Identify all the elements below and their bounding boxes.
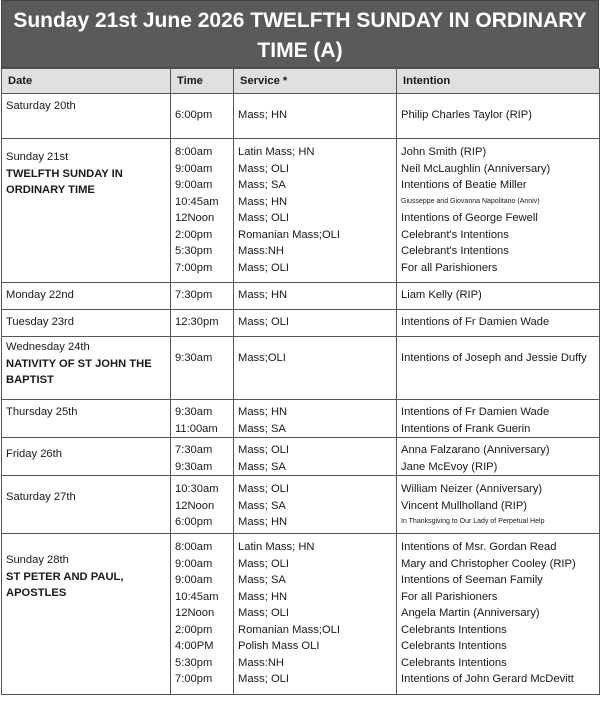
service-entry: Mass; SA (238, 422, 286, 435)
date-cell (2, 400, 171, 438)
service-entry: Polish Mass OLI (238, 640, 320, 652)
schedule-body (2, 94, 600, 695)
table-row (2, 94, 600, 139)
intention-entry: Anna Falzarano (Anniversary) (401, 444, 550, 456)
intention-cell (397, 337, 600, 400)
intention-entry: Intentions of Fr Damien Wade (401, 316, 550, 328)
service-cell (234, 139, 397, 283)
time-entry: 4:00PM (175, 640, 214, 652)
time-entry: 2:00pm (175, 623, 213, 636)
intention-entry: In Thanksgiving to Our Lady of Perpetual Help (401, 518, 545, 525)
intention-cell (397, 438, 600, 476)
intention-entry: Celebrant's Intentions (401, 245, 509, 257)
service-cell (234, 94, 397, 139)
feast-label: TWELFTH SUNDAY IN ORDINARY TIME (6, 167, 123, 196)
date-cell (2, 534, 171, 695)
service-entry: Latin Mass; HN (238, 541, 315, 553)
table-row (2, 400, 600, 438)
table-row (2, 283, 600, 310)
time-entry: 5:30pm (175, 245, 213, 257)
table-row (2, 534, 600, 695)
page-title: Sunday 21st June 2026 TWELFTH SUNDAY IN ORDINARY TIME (A) (1, 0, 599, 68)
time-entry: 10:30am (175, 483, 219, 495)
time-entry: 8:00am (175, 541, 213, 553)
header-time: Time (171, 69, 234, 94)
time-entry: 10:45am (175, 195, 219, 208)
service-cell (234, 534, 397, 695)
time-entry: 9:30am (175, 460, 213, 473)
service-cell (234, 283, 397, 310)
table-row (2, 476, 600, 534)
service-cell (234, 400, 397, 438)
intention-cell (397, 476, 600, 534)
service-entry: Mass; OLI (238, 261, 289, 274)
service-entry: Mass; OLI (238, 557, 289, 570)
date-label: Wednesday 24th (6, 341, 90, 353)
date-cell (2, 310, 171, 337)
time-entry: 5:30pm (175, 656, 213, 669)
time-entry: 8:00am (175, 146, 213, 158)
service-entry: Mass; SA (238, 499, 286, 512)
service-entry: Mass; OLI (238, 162, 289, 175)
time-cell (171, 283, 234, 310)
time-cell (171, 94, 234, 139)
intention-entry: Mary and Christopher Cooley (RIP) (401, 557, 576, 570)
service-entry: Mass; SA (238, 574, 286, 586)
date-label: Sunday 28th (6, 554, 69, 566)
service-entry: Mass; OLI (238, 673, 289, 685)
intention-cell (397, 534, 600, 695)
date-cell (2, 139, 171, 283)
date-label: Saturday 20th (6, 100, 76, 112)
service-cell (234, 310, 397, 337)
intention-entry: Celebrants Intentions (401, 623, 507, 636)
time-entry: 7:30am (175, 444, 213, 456)
intention-entry: Celebrant's Intentions (401, 228, 509, 241)
time-entry: 9:00am (175, 574, 213, 586)
intention-entry: Celebrants Intentions (401, 656, 507, 669)
header-service: Service * (234, 69, 397, 94)
date-cell (2, 476, 171, 534)
intention-entry: Neil McLaughlin (Anniversary) (401, 162, 551, 175)
intention-entry: Angela Martin (Anniversary) (401, 607, 540, 619)
schedule-sheet (1, 0, 599, 695)
feast-label: NATIVITY OF ST JOHN THE BAPTIST (6, 357, 152, 386)
service-entry: Mass:NH (238, 656, 284, 669)
time-entry: 12Noon (175, 212, 215, 224)
time-cell (171, 534, 234, 695)
date-label: Sunday 21st (6, 151, 69, 163)
time-entry: 10:45am (175, 590, 219, 603)
time-entry: 9:30am (175, 352, 213, 364)
table-header-row (2, 69, 600, 94)
service-entry: Mass; HN (238, 516, 288, 528)
time-entry: 6:00pm (175, 516, 213, 528)
service-entry: Mass; HN (238, 406, 288, 418)
time-entry: 7:00pm (175, 673, 213, 685)
service-entry: Romanian Mass;OLI (238, 228, 340, 241)
time-cell (171, 476, 234, 534)
date-label: Thursday 25th (6, 406, 78, 418)
time-entry: 9:00am (175, 162, 213, 175)
service-entry: Latin Mass; HN (238, 146, 315, 158)
service-entry: Mass; HN (238, 289, 288, 301)
time-entry: 12:30pm (175, 316, 219, 328)
date-cell (2, 94, 171, 139)
service-cell (234, 337, 397, 400)
time-entry: 9:30am (175, 406, 213, 418)
intention-entry: Philip Charles Taylor (RIP) (401, 109, 532, 121)
intention-entry: For all Parishioners (401, 590, 498, 603)
intention-entry: William Neizer (Anniversary) (401, 483, 543, 495)
time-entry: 11:00am (175, 422, 218, 435)
feast-label: ST PETER AND PAUL, APOSTLES (6, 570, 124, 599)
mass-schedule-table (1, 68, 600, 695)
time-entry: 12Noon (175, 499, 215, 512)
intention-entry: Intentions of Seeman Family (401, 574, 543, 586)
date-cell (2, 438, 171, 476)
date-label: Friday 26th (6, 448, 62, 460)
intention-entry: John Smith (RIP) (401, 146, 487, 158)
header-date: Date (2, 69, 171, 94)
time-entry: 6:00pm (175, 109, 213, 121)
intention-entry: Intentions of Beatie Miller (401, 179, 527, 191)
intention-entry: Jane McEvoy (RIP) (401, 460, 498, 473)
time-entry: 2:00pm (175, 228, 213, 241)
intention-entry: Intentions of John Gerard McDevitt (401, 673, 574, 685)
intention-entry: Liam Kelly (RIP) (401, 289, 482, 301)
service-entry: Mass; SA (238, 460, 286, 473)
service-entry: Mass:NH (238, 245, 284, 257)
service-entry: Mass;OLI (238, 352, 286, 364)
date-label: Tuesday 23rd (6, 316, 74, 328)
time-entry: 7:30pm (175, 289, 213, 301)
time-cell (171, 310, 234, 337)
service-entry: Mass; OLI (238, 316, 289, 328)
time-cell (171, 139, 234, 283)
service-cell (234, 476, 397, 534)
service-entry: Mass; HN (238, 109, 288, 121)
service-entry: Mass; HN (238, 195, 288, 208)
intention-cell (397, 283, 600, 310)
intention-entry: Intentions of Frank Guerin (401, 422, 531, 435)
intention-entry: Intentions of Joseph and Jessie Duffy (401, 352, 587, 364)
service-cell (234, 438, 397, 476)
intention-entry: Intentions of Msr. Gordan Read (401, 541, 557, 553)
time-entry: 7:00pm (175, 261, 213, 274)
date-cell (2, 283, 171, 310)
intention-cell (397, 400, 600, 438)
date-label: Saturday 27th (6, 491, 76, 503)
time-entry: 12Noon (175, 607, 215, 619)
time-entry: 9:00am (175, 557, 213, 570)
service-entry: Mass; OLI (238, 607, 289, 619)
intention-entry: Giusseppe and Giovanna Napolitano (Anniv) (401, 197, 540, 205)
date-cell (2, 337, 171, 400)
service-entry: Mass; OLI (238, 483, 289, 495)
service-entry: Mass; SA (238, 179, 286, 191)
intention-cell (397, 310, 600, 337)
table-row (2, 438, 600, 476)
intention-entry: For all Parishioners (401, 261, 498, 274)
time-cell (171, 400, 234, 438)
service-entry: Mass; OLI (238, 444, 289, 456)
date-label: Monday 22nd (6, 289, 74, 301)
time-entry: 9:00am (175, 179, 213, 191)
time-cell (171, 438, 234, 476)
service-entry: Mass; OLI (238, 212, 289, 224)
intention-cell (397, 94, 600, 139)
service-entry: Romanian Mass;OLI (238, 623, 340, 636)
table-row (2, 337, 600, 400)
intention-cell (397, 139, 600, 283)
time-cell (171, 337, 234, 400)
intention-entry: Celebrants Intentions (401, 640, 507, 652)
intention-entry: Intentions of George Fewell (401, 212, 538, 224)
service-entry: Mass; HN (238, 590, 288, 603)
header-intention: Intention (397, 69, 600, 94)
table-row (2, 310, 600, 337)
intention-entry: Vincent Mullholland (RIP) (401, 499, 528, 512)
table-row (2, 139, 600, 283)
intention-entry: Intentions of Fr Damien Wade (401, 406, 550, 418)
